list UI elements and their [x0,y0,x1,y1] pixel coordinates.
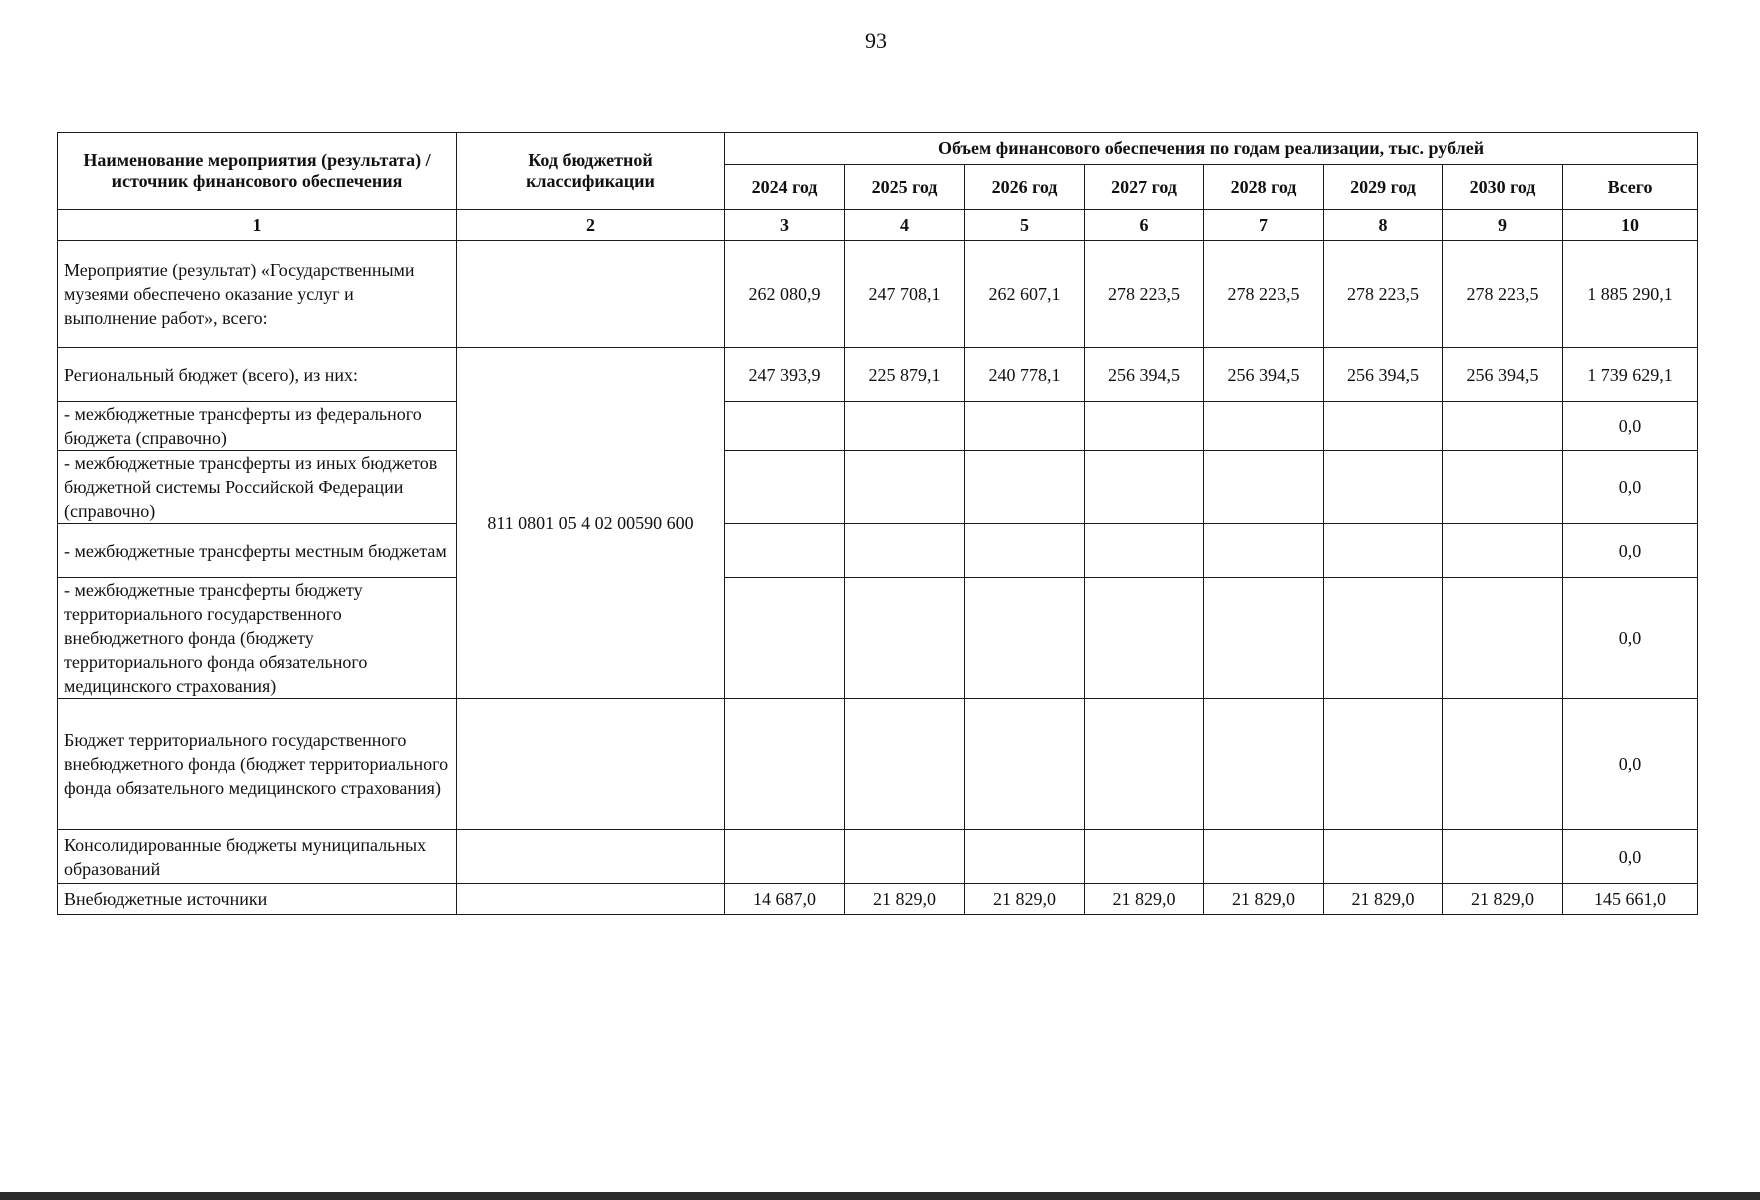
table-row [58,451,1698,524]
row-name: - межбюджетные трансферты из иных бюджетов бюджетной системы Российской Федерации (справочно) [58,451,457,524]
column-number: 4 [845,210,965,241]
column-number: 2 [457,210,725,241]
row-value [965,699,1085,830]
row-value [1324,830,1443,884]
row-value [1324,451,1443,524]
row-value: 225 879,1 [845,348,965,402]
budget-code: 811 0801 05 4 02 00590 600 [457,348,725,699]
row-value [725,451,845,524]
row-value [1204,699,1324,830]
row-name: Региональный бюджет (всего), из них: [58,348,457,402]
table-row [58,241,1698,348]
row-value: 262 080,9 [725,241,845,348]
row-value [725,830,845,884]
row-value [725,578,845,699]
header-year: 2029 год [1324,165,1443,210]
row-code [457,830,725,884]
row-value: 14 687,0 [725,884,845,915]
page-number: 93 [865,28,887,53]
row-name: - межбюджетные трансферты местным бюджетам [58,524,457,578]
row-value: 21 829,0 [1085,884,1204,915]
row-value [1324,578,1443,699]
row-value [1085,402,1204,451]
row-value: 278 223,5 [1443,241,1563,348]
row-total: 1 739 629,1 [1563,348,1698,402]
row-value: 256 394,5 [1443,348,1563,402]
row-value [1085,524,1204,578]
row-value [965,402,1085,451]
row-value [845,524,965,578]
row-value [1085,451,1204,524]
row-value [1085,830,1204,884]
row-value [1443,524,1563,578]
row-value [1204,830,1324,884]
row-name: Консолидированные бюджеты муниципальных образований [58,830,457,884]
row-value [1443,830,1563,884]
header-year: 2025 год [845,165,965,210]
row-value [845,699,965,830]
row-value: 256 394,5 [1204,348,1324,402]
row-value: 278 223,5 [1085,241,1204,348]
row-total: 0,0 [1563,830,1698,884]
row-value [845,578,965,699]
row-code [457,699,725,830]
row-value: 262 607,1 [965,241,1085,348]
row-value [1204,451,1324,524]
header-event-name: Наименование мероприятия (результата) / источник финансового обеспечения [58,133,457,210]
row-value [965,451,1085,524]
row-value: 278 223,5 [1324,241,1443,348]
row-value [1443,402,1563,451]
row-name: Мероприятие (результат) «Государственными музеями обеспечено оказание услуг и выполнение работ», всего: [58,241,457,348]
row-value [725,699,845,830]
row-value [965,524,1085,578]
row-value [1324,699,1443,830]
column-number: 9 [1443,210,1563,241]
column-number: 10 [1563,210,1698,241]
column-number: 6 [1085,210,1204,241]
column-number: 3 [725,210,845,241]
header-year: 2027 год [1085,165,1204,210]
column-number: 1 [58,210,457,241]
table-row [58,578,1698,699]
column-number: 7 [1204,210,1324,241]
row-value: 256 394,5 [1085,348,1204,402]
row-total: 145 661,0 [1563,884,1698,915]
row-value: 240 778,1 [965,348,1085,402]
row-code [457,241,725,348]
row-total: 0,0 [1563,524,1698,578]
row-total: 1 885 290,1 [1563,241,1698,348]
row-value: 21 829,0 [845,884,965,915]
table-row [58,402,1698,451]
row-value: 21 829,0 [1324,884,1443,915]
financing-table [57,132,1698,915]
column-number-row [58,210,1698,241]
table-row [58,884,1698,915]
row-total: 0,0 [1563,578,1698,699]
header-total: Всего [1563,165,1698,210]
row-value: 21 829,0 [965,884,1085,915]
table-row [58,699,1698,830]
row-name: Внебюджетные источники [58,884,457,915]
scan-edge-bar [0,1192,1760,1200]
row-code [457,884,725,915]
row-total: 0,0 [1563,402,1698,451]
row-value [845,402,965,451]
row-value: 21 829,0 [1443,884,1563,915]
column-number: 5 [965,210,1085,241]
row-value [725,402,845,451]
row-value [1085,578,1204,699]
row-value [1204,402,1324,451]
row-value [1085,699,1204,830]
row-value [1443,699,1563,830]
header-financing-volume: Объем финансового обеспечения по годам реализации, тыс. рублей [725,133,1698,165]
column-number: 8 [1324,210,1443,241]
row-value: 21 829,0 [1204,884,1324,915]
row-value [1443,578,1563,699]
row-value [1324,402,1443,451]
row-total: 0,0 [1563,699,1698,830]
row-value [1324,524,1443,578]
row-value [1443,451,1563,524]
row-value [845,451,965,524]
table-row [58,524,1698,578]
header-year: 2026 год [965,165,1085,210]
row-value: 278 223,5 [1204,241,1324,348]
row-value: 247 708,1 [845,241,965,348]
table-row [58,830,1698,884]
header-year: 2030 год [1443,165,1563,210]
header-budget-code: Код бюджетной классификации [457,133,725,210]
row-value [725,524,845,578]
row-name: - межбюджетные трансферты из федерального бюджета (справочно) [58,402,457,451]
row-value [845,830,965,884]
header-year: 2028 год [1204,165,1324,210]
row-value [965,578,1085,699]
row-value [1204,524,1324,578]
row-name: Бюджет территориального государственного внебюджетного фонда (бюджет территориального фонда обязательного медицинского страхования) [58,699,457,830]
row-total: 0,0 [1563,451,1698,524]
table-row [58,348,1698,402]
row-value: 256 394,5 [1324,348,1443,402]
row-value: 247 393,9 [725,348,845,402]
header-year: 2024 год [725,165,845,210]
row-name: - межбюджетные трансферты бюджету территориального государственного внебюджетного фонда (бюджету территориального фонда обязательного медицинского страхования) [58,578,457,699]
row-value [965,830,1085,884]
row-value [1204,578,1324,699]
